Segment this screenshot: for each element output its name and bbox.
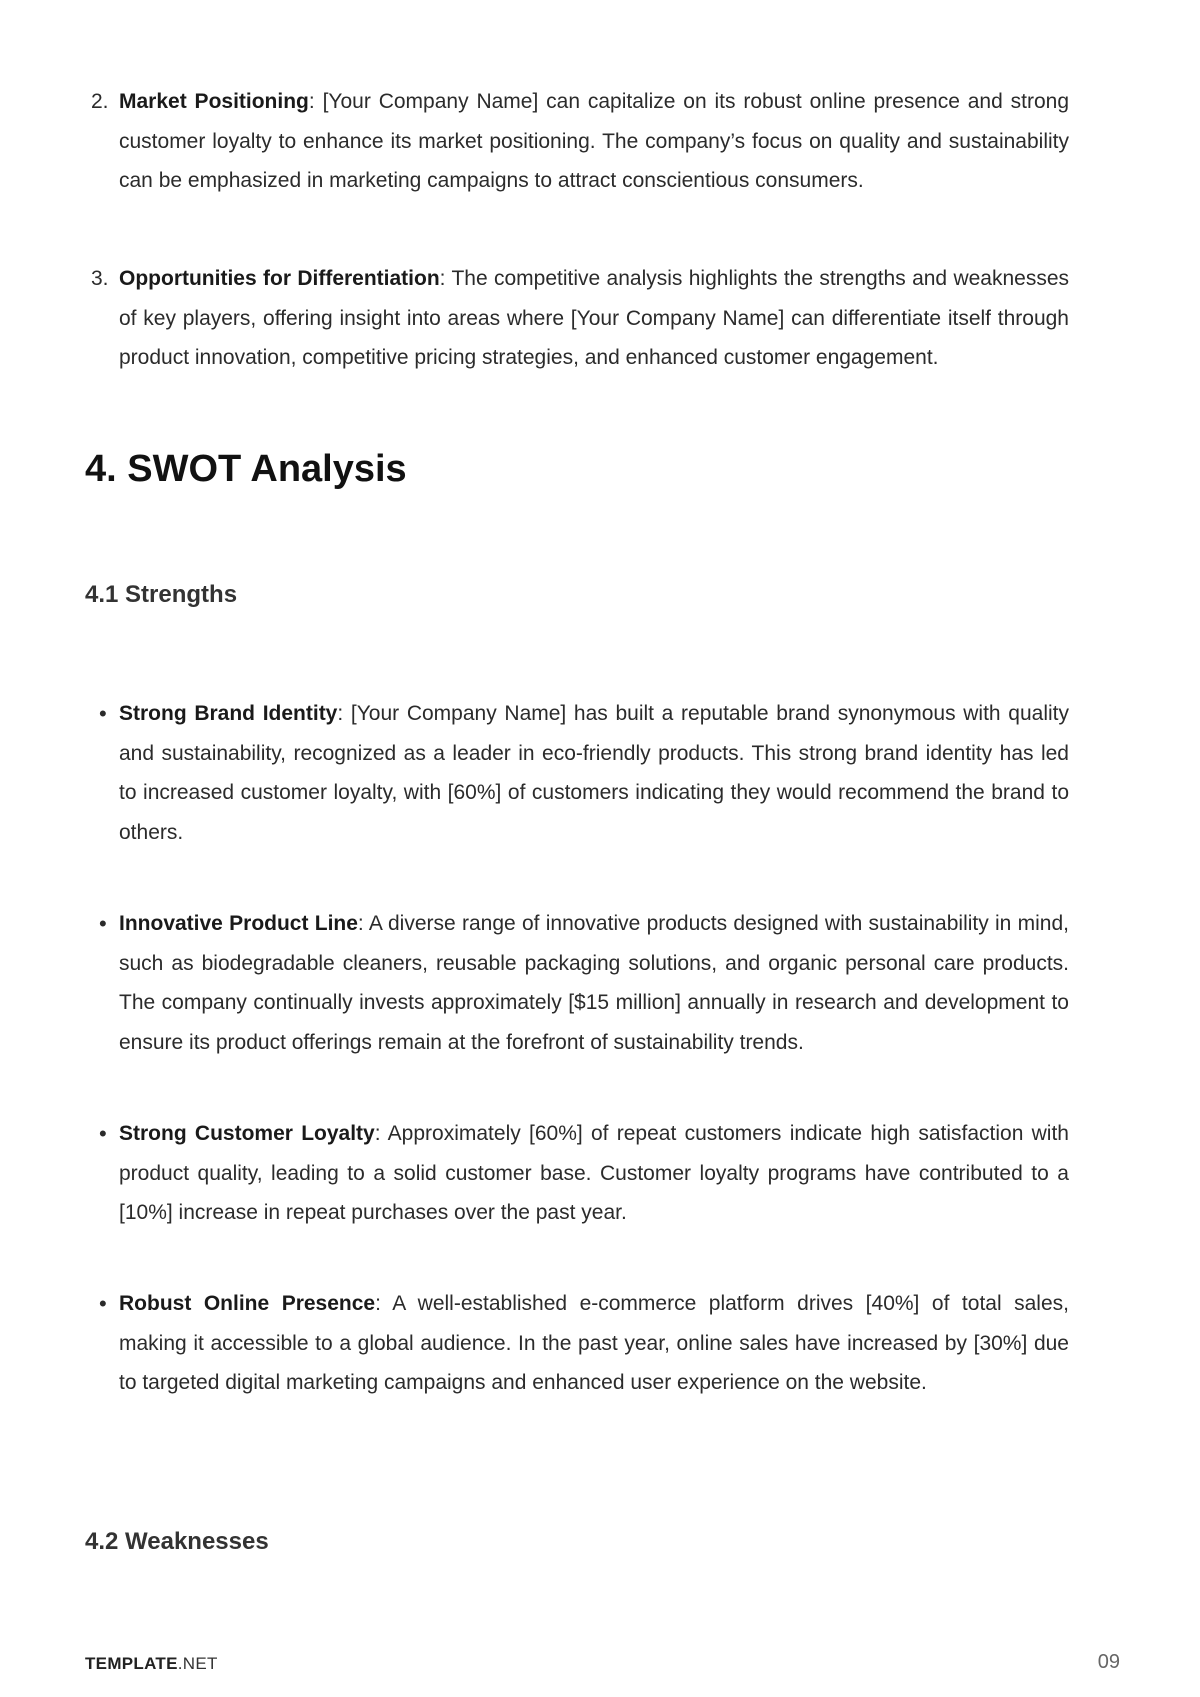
- bullet: •: [99, 911, 107, 936]
- logo-bold-text: TEMPLATE: [85, 1654, 178, 1673]
- strength-title: Strong Brand Identity: [119, 702, 338, 725]
- strength-title: Innovative Product Line: [119, 912, 358, 935]
- list-number: 2.: [91, 90, 109, 113]
- bullet: •: [99, 1121, 107, 1146]
- list-item-market-positioning: [91, 82, 1070, 201]
- list-item-text: : [Your Company Name] can capitalize on its robust online presence and strong customer loyalty to enhance its market positioning. The company’s focus on quality and sustainability can be emphasized in marketing campaigns to attract conscientious consumers.: [119, 90, 1070, 192]
- strength-item-product-line: [99, 904, 1069, 1062]
- list-number: 3.: [91, 267, 109, 290]
- bullet: •: [99, 1291, 107, 1316]
- list-item-differentiation: [91, 259, 1070, 378]
- footer-logo: [85, 1654, 218, 1674]
- list-item-title: Market Positioning: [119, 90, 309, 113]
- subsection-heading-strengths: 4.1 Strengths: [85, 581, 238, 608]
- strength-text: : Approximately [60%] of repeat customers indicate high satisfaction with product quality, leading to a solid customer base. Customer loyalty programs have contributed to a [10%] increase in repeat purchases over the past year.: [119, 1122, 1069, 1224]
- logo-light-text: .NET: [177, 1654, 218, 1673]
- list-item-text: : The competitive analysis highlights the strengths and weaknesses of key players, offering insight into areas where [Your Company Name] can differentiate itself through product innovation, competitive pricing strategies, and enhanced customer engagement.: [119, 267, 1070, 369]
- strength-item-brand-identity: [99, 694, 1069, 852]
- strength-item-customer-loyalty: [99, 1114, 1069, 1233]
- section-heading: 4. SWOT Analysis: [85, 448, 407, 490]
- strength-text: : A diverse range of innovative products designed with sustainability in mind, such as biodegradable cleaners, reusable packaging solutions, and organic personal care products. The company continually invests approximately [$15 million] annually in research and development to ensure its product offerings remain at the forefront of sustainability trends.: [119, 912, 1069, 1054]
- bullet: •: [99, 701, 107, 726]
- page-number: 09: [1097, 1651, 1120, 1673]
- strength-item-online-presence: [99, 1284, 1069, 1403]
- strength-text: : A well-established e-commerce platform drives [40%] of total sales, making it accessible to a global audience. In the past year, online sales have increased by [30%] due to targeted digital marketing campaigns and enhanced user experience on the website.: [119, 1292, 1069, 1394]
- subsection-heading-weaknesses: 4.2 Weaknesses: [85, 1528, 269, 1555]
- list-item-title: Opportunities for Differentiation: [119, 267, 440, 290]
- strength-text: : [Your Company Name] has built a reputable brand synonymous with quality and sustainability, recognized as a leader in eco-friendly products. This strong brand identity has led to increased customer loyalty, with [60%] of customers indicating they would recommend the brand to others.: [119, 702, 1069, 844]
- strength-title: Robust Online Presence: [119, 1292, 376, 1315]
- strength-title: Strong Customer Loyalty: [119, 1122, 375, 1145]
